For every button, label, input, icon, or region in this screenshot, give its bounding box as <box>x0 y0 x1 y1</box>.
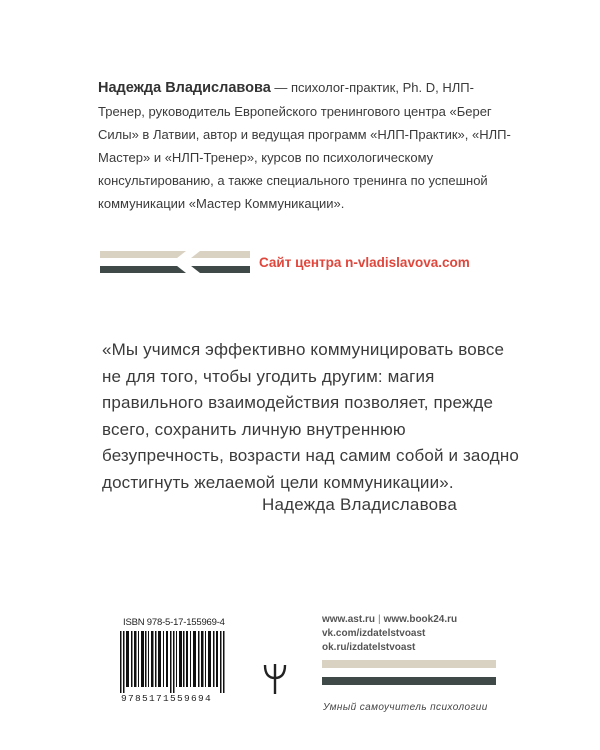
decorative-stripes <box>100 248 250 278</box>
decorative-stripes-right <box>322 660 496 690</box>
website-url[interactable]: n-vladislavova.com <box>345 255 470 270</box>
ast-link[interactable]: www.ast.ru <box>322 614 375 625</box>
quote-author: Надежда Владиславова <box>262 495 457 514</box>
link-separator: | <box>377 614 381 625</box>
links-row-sites <box>322 613 457 627</box>
barcode-digits: 9785171559694 <box>121 693 213 704</box>
ok-link[interactable]: ok.ru/izdatelstvoast <box>322 642 416 653</box>
author-name: Надежда Владиславова <box>98 80 271 96</box>
author-bio-text: — психолог-практик, Ph. D, НЛП-Тренер, руководитель Европейского тренингового центра «Берег Силы» в Латвии, автор и ведущая программ «НЛП-Практик», «НЛП-Мастер» и «НЛП-Тренер», курсов по психологическому консультированию, а также специального тренинга по успешной коммуникации «Мастер Коммуникации». <box>98 80 511 211</box>
vk-link[interactable]: vk.com/izdatelstvoast <box>322 628 426 639</box>
publisher-logo-icon <box>262 662 288 696</box>
author-bio <box>98 76 518 215</box>
website-label: Сайт центра <box>259 255 346 270</box>
series-name: Умный самоучитель психологии <box>323 702 488 713</box>
book24-link[interactable]: www.book24.ru <box>383 614 458 625</box>
publisher-links <box>322 613 457 655</box>
barcode-image <box>118 631 230 693</box>
website-link[interactable] <box>259 254 470 272</box>
isbn-label: ISBN 978-5-17-155969-4 <box>123 617 225 628</box>
quote-text: «Мы учимся эффективно коммуницировать вовсе не для того, чтобы угодить другим: магия правильного взаимодействия позволяет, прежде всего, сохранить личную внутреннюю безупречность, возрасти над самим собой и заодно достигнуть желаемой цели коммуникации». <box>102 340 519 492</box>
